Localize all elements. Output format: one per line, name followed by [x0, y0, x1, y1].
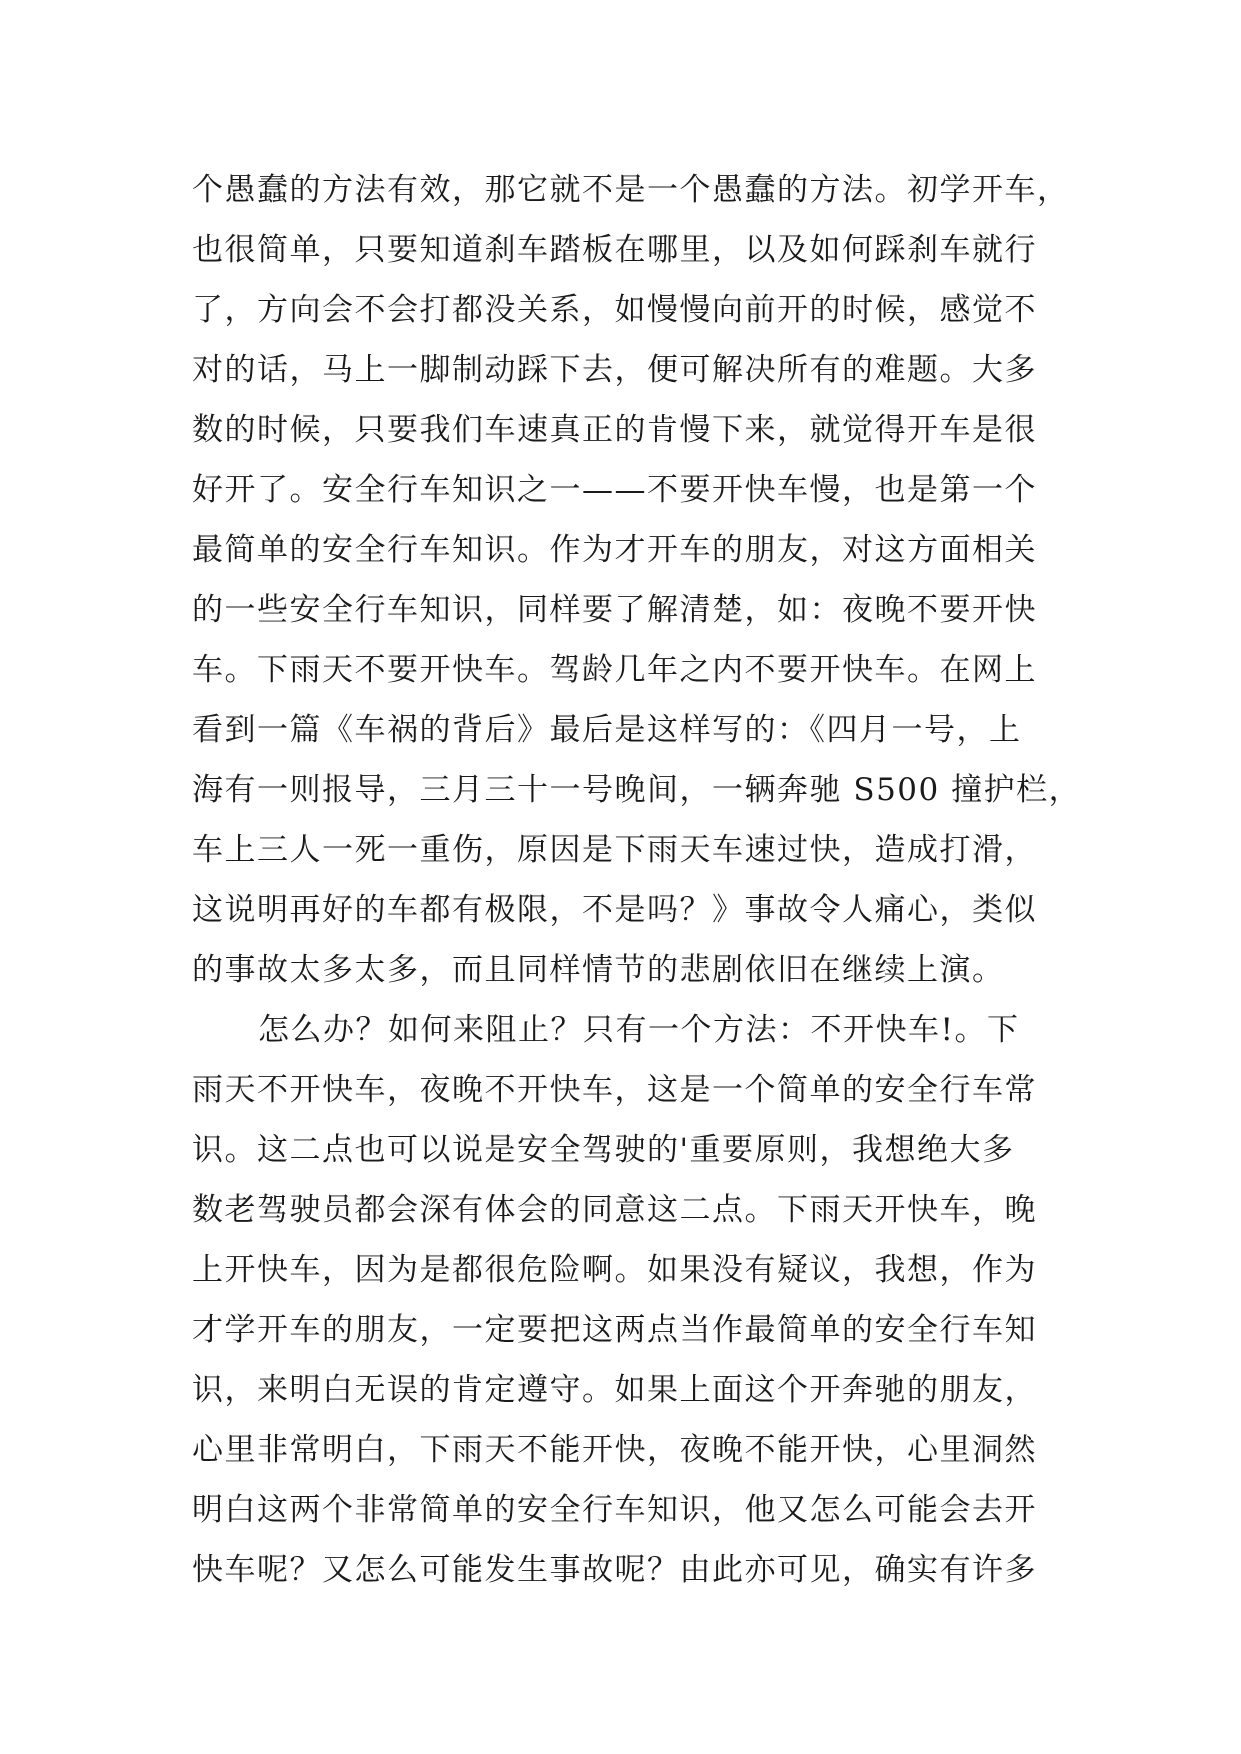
text-line-24: 快车呢？又怎么可能发生事故呢？由此亦可见，确实有许多	[192, 1552, 1037, 1588]
body-text	[192, 160, 1082, 1600]
text-line-17: 识。这二点也可以说是安全驾驶的'重要原则，我想绝大多	[192, 1132, 1015, 1168]
text-line-6: 好开了。安全行车知识之一——不要开快车慢，也是第一个	[192, 472, 1037, 508]
text-line-3: 了，方向会不会打都没关系，如慢慢向前开的时候，感觉不	[192, 292, 1037, 328]
text-line-22: 心里非常明白，下雨天不能开快，夜晚不能开快，心里洞然	[192, 1432, 1037, 1468]
text-line-20: 才学开车的朋友，一定要把这两点当作最简单的安全行车知	[192, 1312, 1037, 1348]
text-line-16: 雨天不开快车，夜晚不开快车，这是一个简单的安全行车常	[192, 1072, 1037, 1108]
paragraph-2-first-line: 怎么办？如何来阻止？只有一个方法：不开快车!。下	[258, 1012, 1020, 1048]
text-line-7: 最简单的安全行车知识。作为才开车的朋友，对这方面相关	[192, 532, 1037, 568]
text-line-5: 数的时候，只要我们车速真正的肯慢下来，就觉得开车是很	[192, 412, 1037, 448]
text-line-4: 对的话，马上一脚制动踩下去，便可解决所有的难题。大多	[192, 352, 1037, 388]
text-line-18: 数老驾驶员都会深有体会的同意这二点。下雨天开快车，晚	[192, 1192, 1037, 1228]
text-line-23: 明白这两个非常简单的安全行车知识，他又怎么可能会去开	[192, 1492, 1037, 1528]
text-line-12: 车上三人一死一重伤，原因是下雨天车速过快，造成打滑，	[192, 832, 1037, 868]
text-line-13: 这说明再好的车都有极限，不是吗？》事故令人痛心，类似	[192, 892, 1037, 928]
text-line-11: 海有一则报导，三月三十一号晚间，一辆奔驰 S500 撞护栏，	[192, 772, 1082, 808]
text-line-1: 个愚蠢的方法有效，那它就不是一个愚蠢的方法。初学开车，	[192, 172, 1070, 208]
text-line-14: 的事故太多太多，而且同样情节的悲剧依旧在继续上演。	[192, 952, 1005, 988]
text-line-21: 识，来明白无误的肯定遵守。如果上面这个开奔驰的朋友，	[192, 1372, 1037, 1408]
text-line-8: 的一些安全行车知识，同样要了解清楚，如：夜晚不要开快	[192, 592, 1037, 628]
text-line-19: 上开快车，因为是都很危险啊。如果没有疑议，我想，作为	[192, 1252, 1037, 1288]
text-line-10: 看到一篇《车祸的背后》最后是这样写的：《四月一号，上	[192, 712, 1022, 748]
text-line-9: 车。下雨天不要开快车。驾龄几年之内不要开快车。在网上	[192, 652, 1037, 688]
text-line-2: 也很简单，只要知道刹车踏板在哪里，以及如何踩刹车就行	[192, 232, 1037, 268]
